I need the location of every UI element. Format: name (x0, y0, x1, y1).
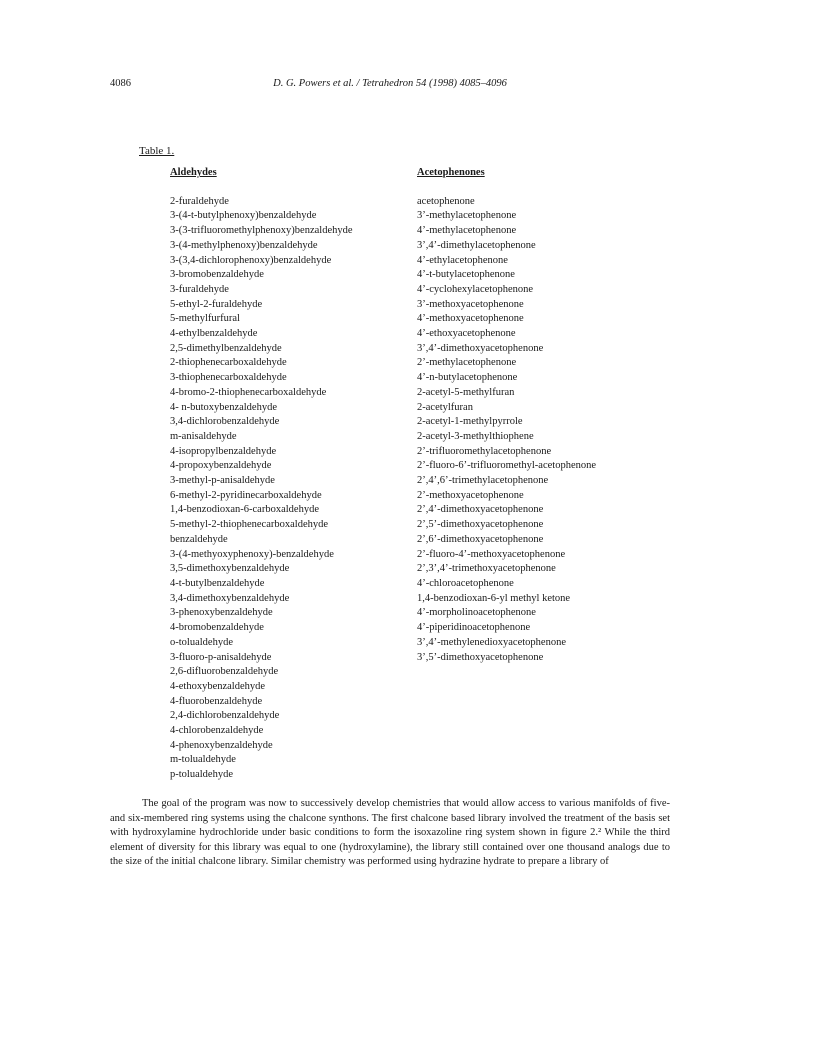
acetophenone-item: 4’-n-butylacetophenone (417, 372, 518, 384)
aldehydes-header: Aldehydes (170, 167, 217, 178)
acetophenone-item: 2-acetyl-5-methylfuran (417, 386, 515, 398)
aldehyde-item: 3-bromobenzaldehyde (170, 269, 264, 281)
acetophenones-header: Acetophenones (417, 167, 485, 178)
acetophenone-item: 4’-morpholinoacetophenone (417, 607, 536, 619)
acetophenone-item: 3’,4’-dimethylacetophenone (417, 239, 536, 251)
acetophenone-item: 2’,6’-dimethoxyacetophenone (417, 533, 544, 545)
aldehyde-item: 4-fluorobenzaldehyde (170, 695, 263, 707)
acetophenone-item: 3’,5’-dimethoxyacetophenone (417, 651, 544, 663)
aldehyde-item: 3-furaldehyde (170, 283, 229, 295)
acetophenone-item: 3’,4’-methylenedioxyacetophenone (417, 636, 566, 648)
acetophenone-item: 4’-methoxyacetophenone (417, 313, 524, 325)
aldehyde-item: benzaldehyde (170, 533, 228, 545)
aldehyde-item: 2,6-difluorobenzaldehyde (170, 666, 279, 678)
acetophenone-item: 2’,3’,4’-trimethoxyacetophenone (417, 563, 556, 575)
acetophenone-item: 4’-ethoxyacetophenone (417, 328, 516, 340)
table-caption: Table 1. (139, 145, 175, 157)
acetophenone-item: 2-acetyl-3-methylthiophene (417, 430, 534, 442)
aldehyde-item: 3,5-dimethoxybenzaldehyde (170, 563, 290, 575)
aldehyde-item: 3-phenoxybenzaldehyde (170, 607, 273, 619)
aldehyde-item: 5-methylfurfural (170, 313, 240, 325)
acetophenone-item: 3’-methoxyacetophenone (417, 298, 524, 310)
acetophenone-item: 2’-fluoro-4’-methoxyacetophenone (417, 548, 566, 560)
acetophenone-item: 2’,4’-dimethoxyacetophenone (417, 504, 544, 516)
acetophenone-item: 2’,4’,6’-trimethylacetophenone (417, 475, 549, 487)
acetophenones-list (417, 195, 677, 666)
aldehyde-item: o-tolualdehyde (170, 636, 233, 648)
aldehyde-item: 4-t-butylbenzaldehyde (170, 577, 265, 589)
acetophenone-item: 2’-methoxyacetophenone (417, 489, 524, 501)
page-number: 4086 (110, 78, 131, 89)
aldehyde-item: 3-(3-trifluoromethylphenoxy)benzaldehyde (170, 225, 353, 237)
aldehyde-item: m-tolualdehyde (170, 754, 236, 766)
aldehyde-item: 4-propoxybenzaldehyde (170, 460, 272, 472)
aldehyde-item: 4- n-butoxybenzaldehyde (170, 401, 278, 413)
acetophenone-item: 1,4-benzodioxan-6-yl methyl ketone (417, 592, 571, 604)
acetophenone-item: 3’,4’-dimethoxyacetophenone (417, 342, 544, 354)
running-head: D. G. Powers et al. / Tetrahedron 54 (1998) 4085–4096 (273, 78, 507, 89)
aldehyde-item: 3-(3,4-dichlorophenoxy)benzaldehyde (170, 254, 332, 266)
acetophenone-item: 2’-methylacetophenone (417, 357, 517, 369)
aldehyde-item: 4-chlorobenzaldehyde (170, 725, 264, 737)
aldehyde-item: 3-(4-methyoxyphenoxy)-benzaldehyde (170, 548, 334, 560)
aldehyde-item: 3-(4-methylphenoxy)benzaldehyde (170, 239, 318, 251)
acetophenone-item: 4’-ethylacetophenone (417, 254, 508, 266)
aldehyde-item: 2,4-dichlorobenzaldehyde (170, 710, 280, 722)
acetophenone-item: 4’-piperidinoacetophenone (417, 622, 531, 634)
acetophenones-column (417, 166, 677, 665)
acetophenone-item: 2’-trifluoromethylacetophenone (417, 445, 552, 457)
aldehyde-item: 2,5-dimethylbenzaldehyde (170, 342, 282, 354)
acetophenone-item: acetophenone (417, 195, 475, 207)
aldehyde-item: 4-bromobenzaldehyde (170, 622, 264, 634)
body-text (110, 797, 670, 870)
aldehyde-item: 2-thiophenecarboxaldehyde (170, 357, 287, 369)
acetophenone-item: 4’-chloroacetophenone (417, 577, 514, 589)
body-paragraph: The goal of the program was now to successively develop chemistries that would allow access to various manifolds of five- and six-membered ring systems using the chalcone synthons. The first chalcone based library involved the treatment of the basis set with hydroxylamine hydrochloride under basic conditions to form the isoxazoline ring system shown in figure 2.² While the third element of diversity for this library was equal to one (hydroxylamine), the library still contained over one thousand analogs due to the size of the initial chalcone library. Similar chemistry was performed using hydrazine hydrate to prepare a library of (110, 798, 670, 868)
aldehyde-item: 4-ethoxybenzaldehyde (170, 680, 266, 692)
aldehyde-item: 3-fluoro-p-anisaldehyde (170, 651, 272, 663)
aldehyde-item: m-anisaldehyde (170, 430, 237, 442)
aldehyde-item: 5-methyl-2-thiophenecarboxaldehyde (170, 519, 329, 531)
aldehyde-item: p-tolualdehyde (170, 769, 233, 781)
aldehyde-item: 4-bromo-2-thiophenecarboxaldehyde (170, 386, 327, 398)
aldehyde-item: 1,4-benzodioxan-6-carboxaldehyde (170, 504, 319, 516)
aldehyde-item: 4-isopropylbenzaldehyde (170, 445, 277, 457)
page-header (110, 78, 670, 94)
aldehydes-column (170, 166, 410, 783)
aldehyde-item: 4-ethylbenzaldehyde (170, 328, 258, 340)
acetophenone-item: 4’-t-butylacetophenone (417, 269, 515, 281)
acetophenone-item: 4’-methylacetophenone (417, 225, 517, 237)
aldehyde-item: 3-thiophenecarboxaldehyde (170, 372, 287, 384)
acetophenone-item: 2’-fluoro-6’-trifluoromethyl-acetophenone (417, 460, 597, 472)
aldehyde-item: 2-furaldehyde (170, 195, 229, 207)
aldehyde-item: 4-phenoxybenzaldehyde (170, 739, 273, 751)
acetophenone-item: 2-acetylfuran (417, 401, 473, 413)
acetophenone-item: 3’-methylacetophenone (417, 210, 517, 222)
aldehyde-item: 6-methyl-2-pyridinecarboxaldehyde (170, 489, 322, 501)
aldehydes-list (170, 195, 410, 783)
aldehyde-item: 3-(4-t-butylphenoxy)benzaldehyde (170, 210, 317, 222)
aldehyde-item: 3-methyl-p-anisaldehyde (170, 475, 275, 487)
aldehyde-item: 3,4-dimethoxybenzaldehyde (170, 592, 290, 604)
acetophenone-item: 2-acetyl-1-methylpyrrole (417, 416, 523, 428)
acetophenone-item: 4’-cyclohexylacetophenone (417, 283, 534, 295)
aldehyde-item: 5-ethyl-2-furaldehyde (170, 298, 263, 310)
aldehyde-item: 3,4-dichlorobenzaldehyde (170, 416, 280, 428)
acetophenone-item: 2’,5’-dimethoxyacetophenone (417, 519, 544, 531)
